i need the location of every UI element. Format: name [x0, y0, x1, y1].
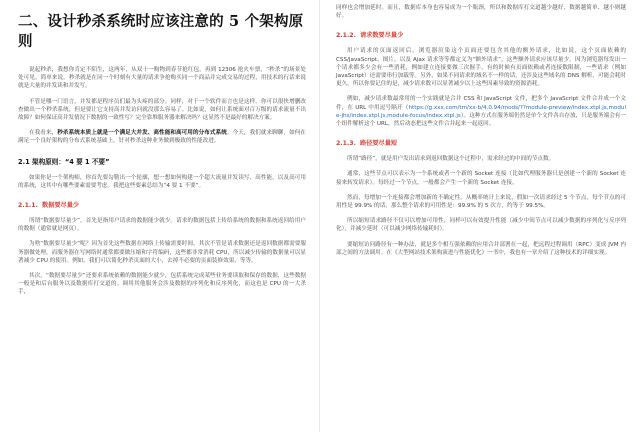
- paragraph-merge-deploy: 要缩短访问路径有一种办法，就是多个相互强依赖的应用合并部署在一起，把远程过程调用（RPC）变成 JVM 内部之间的方法调用。在《大型网站技术架构演进与性能优化》一书中，我也有一章介绍了这种技术的详细实现。: [336, 241, 626, 256]
- paragraph-path-definition: 所谓“路径”，就是用户发出请求到返回数据这个过程中，需求经过的中间的节点数。: [347, 156, 555, 163]
- paragraph-availability: 然而，每增加一个连接都会增加新的不确定性。从概率统计上来说，假如一次请求经过 5 个节点，每个节点的可用性是 99.9% 的话，那么整个请求的可用性是：99.9% 的 5 次方，约等于 99.5%。: [336, 194, 626, 210]
- section-heading-2-1: 2.1 架构原则：“4 要 1 不要”: [18, 157, 110, 166]
- section-number: 2.1.3.: [336, 140, 356, 148]
- paragraph-less-data: 所谓“数据要尽量少”，首先是指用户请求的数据能少就少。请求的数据包括上传给系统的数据和系统返回给用户的数据（通常就是网页）。: [18, 218, 306, 233]
- section-heading-2-1-3: [336, 138, 626, 147]
- paragraph-essence-bold: 秒杀系统本质上就是一个满足大并发、高性能和高可用的分布式系统: [57, 130, 227, 137]
- section-title: 路径要尽量短: [359, 140, 398, 148]
- paragraph-extra-requests: 用户请求的页面返回后，浏览器渲染这个页面还要包含其他的额外请求，比如说，这个页面依赖的 CSS/JavaScript、图片，以及 Ajax 请求等等都定义为“额外请求”，这些额外请求应该尽量少。因为浏览器每发出一个请求都多少会有一些消耗，例如建立连接要做三次握手，有的时候有页面依赖或者连接数限制，一些请求（例如 JavaScript）还需要串行加载等。另外，如果不同请求的域名不一样的话，还涉及这些域名的 DNS 解析，可能会耗时更久。所以你要记住的是，减少请求数可以显著减少以上这些因素导致的资源消耗。: [336, 48, 626, 88]
- intro-paragraph: 说起秒杀，我想你肯定不陌生，这两年，从双十一购物到春节抢红包，再到 12306 抢火车票，“秒杀”的场景处处可见。简单来说，秒杀就是在同一个时刻有大量的请求争抢购买同一个商品并完成交易的过程，用技术的行话来说就是大量的并发读和并发写。: [18, 67, 306, 90]
- section-heading-2-1-1: [18, 200, 306, 209]
- paragraph-nodes: 通常，这些节点可以表示为一个系统或者一个新的 Socket 连接（比如代理服务器只是创建一个新的 Socket 连接来转发请求）。每经过一个节点，一般都会产生一个新的 Socket 连接。: [336, 171, 626, 186]
- paragraph-merge-files: [336, 95, 626, 128]
- section-title: 请求数要尽量少: [359, 32, 404, 40]
- paragraph-dependencies: 其次，“数据要尽量少”还要求系统依赖的数据能少就少，包括系统完成某些业务要读取和保存的数据，这些数据一般是和后台服务以及数据库打交道的。调用其他服务会涉及数据的序列化和反序列化，而这也是 CPU 的一大杀手，: [18, 273, 306, 296]
- combo-url-link[interactable]: https://g.xxx.com/tm/xx-b/4.0.94/mods/??module-preview/index.xtpl.js,module-jhs/index.xtpl.js,module-focus/index.xtpl.js: [336, 104, 626, 119]
- section-title: 数据要尽量少: [41, 202, 80, 210]
- section-number: 2.1.2.: [336, 32, 356, 40]
- page-title: 二、设计秒杀系统时应该注意的 5 个架构原则: [18, 13, 304, 50]
- paragraph-concurrency: 不管是哪一门语言，并发都是程序员们最为头疼的部分。同样，对于一个软件而言也是这样，你可以很快增删改查做出一个秒杀系统，但是要让它支持高并发访问就没那么容易了。比如说，如何让系统面对百万级的请求流量不出故障？如何保证高并发情况下数据的一致性写？完全靠堆服务器来解决吗？这显然不是最好的解决方案。: [18, 98, 306, 122]
- paragraph-essence-post: 。今天，我们就来聊聊，如何在满足一个良好架构的分布式系统基础上，针对秒杀这种业务做到极致的性能改进。: [18, 130, 306, 145]
- paragraph-continued: 同样也会增加延时。而且，数据库本身也容易成为一个瓶颈，所以和数据库打交道越少越好，数据越简单、越小则越好。: [336, 5, 626, 20]
- paragraph-architect: 如果你是一个架构师，你首先要勾勒出一个轮廓，想一想如何构建一个超大流量并发读写、高性能，以及高可用的系统，这其中有哪些要素需要考虑。我把这些要素总结为“4 要 1 不要”。: [18, 174, 306, 189]
- right-page: [320, 0, 640, 432]
- paragraph-merge-files-post: ）。这种方式在服务端仍然是单个文件各自存放，只是服务端会有一个组件解析这个 URL，然后动态把这些文件合并起来一起返回。: [336, 112, 626, 128]
- section-heading-2-1-2: [336, 30, 626, 39]
- paragraph-merge-files-pre: 例如，减少请求数最常用的一个实践就是合并 CSS 和 JavaScript 文件，把多个 JavaScript 文件合并成一个文件，在 URL 中用逗号隔开（: [336, 96, 626, 111]
- paragraph-shorten-path: 所以缩短请求路径不仅可以增加可用性，同样可以有效提升性能（减少中间节点可以减少数据的序列化与反序列化），并减少延时（可以减少网络传输耗时）。: [336, 218, 626, 233]
- section-number: 2.1.1.: [18, 202, 38, 210]
- paragraph-why-less-data: 为啥“数据要尽量少”呢？因为首先这些数据在网络上传输需要时间，其次不管是请求数据还是返回数据都需要服务器做处理，而服务器在写网络时通常都要做压缩和字符编码，这些都非常消耗 CPU，所以减少传输的数据量可以显著减少 CPU 的使用。例如，我们可以简化秒杀页面的大小，去掉不必要的页面装修效果，等等。: [18, 241, 306, 264]
- paragraph-essence-pre: 在我看来，: [29, 130, 58, 137]
- paragraph-essence: [18, 129, 306, 145]
